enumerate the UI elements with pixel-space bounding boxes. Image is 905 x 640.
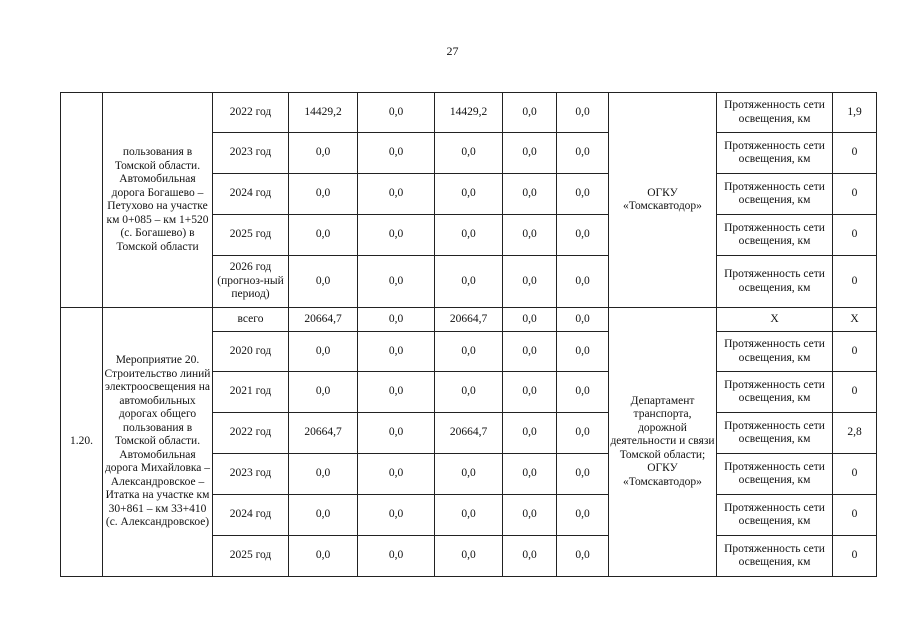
total-funding-cell: 20664,7: [289, 308, 358, 332]
total-funding-cell: 0,0: [289, 174, 358, 215]
year-cell: 2022 год: [213, 93, 289, 133]
regional-funding-cell: 0,0: [435, 454, 503, 495]
page-number: 27: [446, 44, 459, 58]
local-funding-cell: 0,0: [503, 93, 557, 133]
indicator-name-cell: Протяженность сети освещения, км: [717, 332, 833, 372]
total-funding-cell: 0,0: [289, 454, 358, 495]
year-cell: 2026 год (прогноз-ный период): [213, 256, 289, 308]
local-funding-cell: 0,0: [503, 133, 557, 174]
federal-funding-cell: 0,0: [358, 308, 435, 332]
regional-funding-cell: 0,0: [435, 174, 503, 215]
local-funding-cell: 0,0: [503, 454, 557, 495]
federal-funding-cell: 0,0: [358, 332, 435, 372]
year-cell: всего: [213, 308, 289, 332]
indicator-value-cell: Х: [833, 308, 877, 332]
regional-funding-cell: 20664,7: [435, 413, 503, 454]
other-funding-cell: 0,0: [557, 454, 609, 495]
federal-funding-cell: 0,0: [358, 174, 435, 215]
total-funding-cell: 0,0: [289, 372, 358, 413]
total-funding-cell: 20664,7: [289, 413, 358, 454]
local-funding-cell: 0,0: [503, 495, 557, 536]
other-funding-cell: 0,0: [557, 372, 609, 413]
indicator-name-cell: Протяженность сети освещения, км: [717, 454, 833, 495]
regional-funding-cell: 0,0: [435, 372, 503, 413]
federal-funding-cell: 0,0: [358, 93, 435, 133]
local-funding-cell: 0,0: [503, 536, 557, 577]
indicator-name-cell: Х: [717, 308, 833, 332]
federal-funding-cell: 0,0: [358, 215, 435, 256]
indicator-value-cell: 0: [833, 454, 877, 495]
executor-cell: ОГКУ «Томскавтодор»: [609, 93, 717, 308]
regional-funding-cell: 0,0: [435, 215, 503, 256]
indicator-value-cell: 2,8: [833, 413, 877, 454]
year-cell: 2024 год: [213, 495, 289, 536]
total-funding-cell: 0,0: [289, 332, 358, 372]
other-funding-cell: 0,0: [557, 413, 609, 454]
year-cell: 2021 год: [213, 372, 289, 413]
other-funding-cell: 0,0: [557, 308, 609, 332]
measure-description: пользования в Томской области. Автомобильная дорога Богашево – Петухово на участке км 0+085 – км 1+520 (с. Богашево) в Томской области: [103, 93, 213, 308]
indicator-value-cell: 0: [833, 133, 877, 174]
table-row: [61, 93, 877, 133]
executor-cell: Департамент транспорта, дорожной деятельности и связи Томской области; ОГКУ «Томскавтодор»: [609, 308, 717, 577]
federal-funding-cell: 0,0: [358, 454, 435, 495]
indicator-name-cell: Протяженность сети освещения, км: [717, 413, 833, 454]
regional-funding-cell: 0,0: [435, 133, 503, 174]
regional-funding-cell: 0,0: [435, 495, 503, 536]
indicator-value-cell: 0: [833, 495, 877, 536]
federal-funding-cell: 0,0: [358, 133, 435, 174]
indicator-name-cell: Протяженность сети освещения, км: [717, 93, 833, 133]
total-funding-cell: 14429,2: [289, 93, 358, 133]
other-funding-cell: 0,0: [557, 174, 609, 215]
indicator-name-cell: Протяженность сети освещения, км: [717, 174, 833, 215]
total-funding-cell: 0,0: [289, 133, 358, 174]
year-cell: 2020 год: [213, 332, 289, 372]
total-funding-cell: 0,0: [289, 256, 358, 308]
indicator-name-cell: Протяженность сети освещения, км: [717, 372, 833, 413]
local-funding-cell: 0,0: [503, 308, 557, 332]
local-funding-cell: 0,0: [503, 372, 557, 413]
other-funding-cell: 0,0: [557, 536, 609, 577]
year-cell: 2025 год: [213, 536, 289, 577]
federal-funding-cell: 0,0: [358, 536, 435, 577]
local-funding-cell: 0,0: [503, 256, 557, 308]
indicator-name-cell: Протяженность сети освещения, км: [717, 133, 833, 174]
indicator-name-cell: Протяженность сети освещения, км: [717, 215, 833, 256]
indicator-value-cell: 0: [833, 332, 877, 372]
table-row: [61, 308, 877, 332]
indicator-name-cell: Протяженность сети освещения, км: [717, 495, 833, 536]
indicator-name-cell: Протяженность сети освещения, км: [717, 536, 833, 577]
other-funding-cell: 0,0: [557, 495, 609, 536]
federal-funding-cell: 0,0: [358, 495, 435, 536]
local-funding-cell: 0,0: [503, 215, 557, 256]
year-cell: 2024 год: [213, 174, 289, 215]
measure-description: Мероприятие 20. Строительство линий электроосвещения на автомобильных дорогах общего пользования в Томской области. Автомобильная дорога Михайловка – Александровское – Итатка на участке км 30+861 – км 33+410 (с. Александровское): [103, 308, 213, 577]
year-cell: 2022 год: [213, 413, 289, 454]
total-funding-cell: 0,0: [289, 215, 358, 256]
regional-funding-cell: 0,0: [435, 256, 503, 308]
year-cell: 2023 год: [213, 133, 289, 174]
local-funding-cell: 0,0: [503, 174, 557, 215]
total-funding-cell: 0,0: [289, 536, 358, 577]
year-cell: 2025 год: [213, 215, 289, 256]
other-funding-cell: 0,0: [557, 93, 609, 133]
local-funding-cell: 0,0: [503, 413, 557, 454]
federal-funding-cell: 0,0: [358, 256, 435, 308]
federal-funding-cell: 0,0: [358, 372, 435, 413]
other-funding-cell: 0,0: [557, 256, 609, 308]
other-funding-cell: 0,0: [557, 133, 609, 174]
indicator-value-cell: 0: [833, 372, 877, 413]
local-funding-cell: 0,0: [503, 332, 557, 372]
regional-funding-cell: 14429,2: [435, 93, 503, 133]
program-table: [60, 92, 877, 577]
indicator-value-cell: 0: [833, 536, 877, 577]
regional-funding-cell: 20664,7: [435, 308, 503, 332]
regional-funding-cell: 0,0: [435, 536, 503, 577]
item-number: 1.20.: [61, 308, 103, 577]
other-funding-cell: 0,0: [557, 332, 609, 372]
regional-funding-cell: 0,0: [435, 332, 503, 372]
indicator-value-cell: 0: [833, 174, 877, 215]
federal-funding-cell: 0,0: [358, 413, 435, 454]
year-cell: 2023 год: [213, 454, 289, 495]
item-number: [61, 93, 103, 308]
indicator-name-cell: Протяженность сети освещения, км: [717, 256, 833, 308]
indicator-value-cell: 1,9: [833, 93, 877, 133]
indicator-value-cell: 0: [833, 256, 877, 308]
total-funding-cell: 0,0: [289, 495, 358, 536]
indicator-value-cell: 0: [833, 215, 877, 256]
other-funding-cell: 0,0: [557, 215, 609, 256]
